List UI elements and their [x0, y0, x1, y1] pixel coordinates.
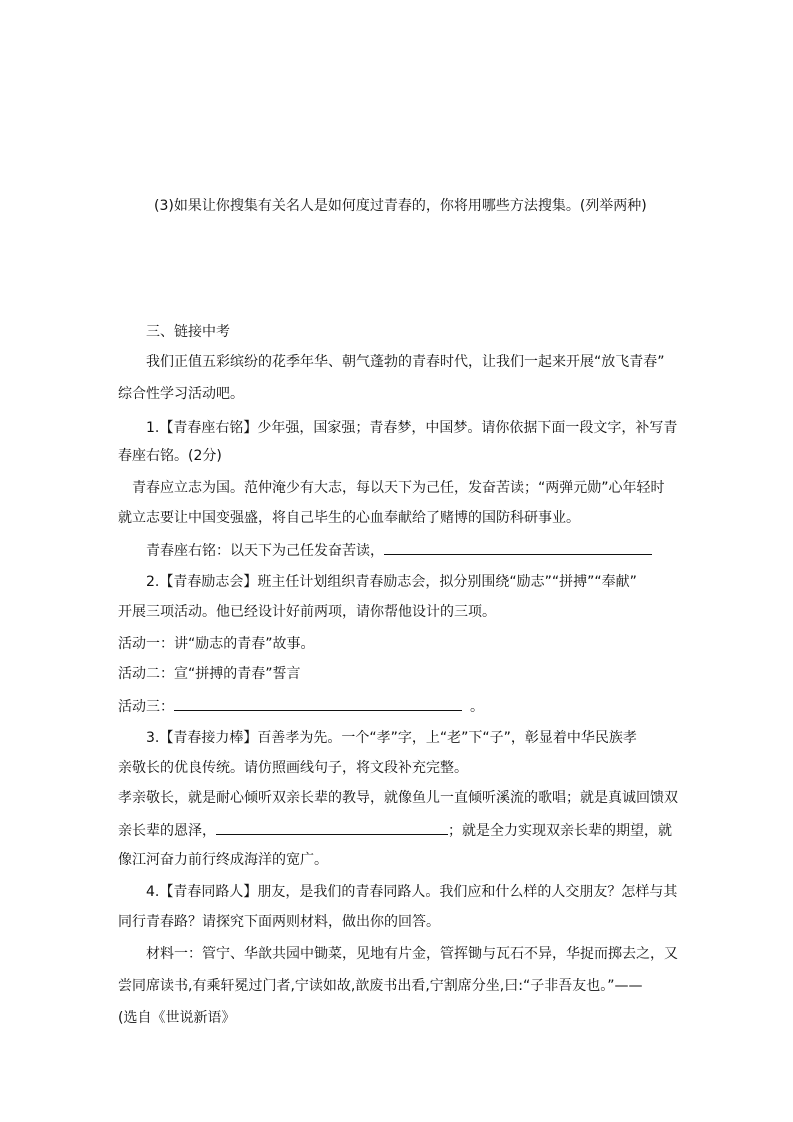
motto-prefix: 青春座右铭：以天下为己任发奋苦读，	[146, 543, 384, 559]
motto-line	[146, 540, 652, 560]
item1-passage-2: 就立志要让中国变强盛，将自己毕生的心血奉献给了赌博的国防科研事业。	[118, 510, 580, 526]
item3-passage-3: 像江河奋力前行终成海洋的宽广。	[118, 852, 328, 868]
item1-line-2: 春座右铭。(2分)	[118, 448, 222, 464]
item1-line-1: 1.【青春座右铭】少年强，国家强；青春梦，中国梦。请你依据下面一段文字，补写青	[146, 420, 678, 436]
question-3: (3)如果让你搜集有关名人是如何度过青春的，你将用哪些方法搜集。(列举两种)	[154, 198, 647, 214]
activity-1: 活动一：讲“励志的青春”故事。	[118, 636, 315, 652]
item3-passage-2	[118, 820, 672, 840]
item2-line-2: 开展三项活动。他已经设计好前两项，请你帮他设计的三项。	[118, 604, 496, 620]
activity-3-prefix: 活动三：	[118, 699, 174, 715]
item3-passage-1: 孝亲敬长，就是耐心倾听双亲长辈的教导，就像鱼儿一直倾听溪流的歌唱；就是真诚回馈双	[118, 790, 678, 806]
item2-line-1: 2.【青春励志会】班主任计划组织青春励志会，拟分别围绕“励志”“拼搏”“奉献”	[146, 574, 637, 590]
item4-line-2: 同行青春路？请探究下面两则材料，做出你的回答。	[118, 914, 440, 930]
item3-line-1: 3.【青春接力棒】百善孝为先。一个“孝”字，上“老”下“子”，彰显着中华民族孝	[146, 730, 637, 746]
item3-passage-2-suffix: ；就是全力实现双亲长辈的期望，就	[448, 823, 672, 839]
intro-line-2: 综合性学习活动吧。	[118, 386, 244, 402]
activity-3-line	[118, 696, 484, 716]
material-1-line-2: 尝同席读书,有乘轩冕过门者,宁读如故,歆废书出看,宁割席分坐,曰:“子非吾友也。”——	[118, 978, 643, 994]
activity-2: 活动二：宣“拼搏的青春”誓言	[118, 666, 301, 682]
item3-answer-blank[interactable]	[216, 820, 448, 835]
activity-3-answer-blank[interactable]	[174, 696, 462, 711]
item4-line-1: 4.【青春同路人】朋友，是我们的青春同路人。我们应和什么样的人交朋友？怎样与其	[146, 884, 678, 900]
section-heading: 三、链接中考	[146, 324, 230, 340]
intro-line-1: 我们正值五彩缤纷的花季年华、朝气蓬勃的青春时代，让我们一起来开展“放飞青春”	[146, 354, 665, 370]
item3-passage-2-prefix: 亲长辈的恩泽，	[118, 823, 216, 839]
item3-line-2: 亲敬长的优良传统。请仿照画线句子，将文段补充完整。	[118, 760, 468, 776]
motto-answer-blank[interactable]	[384, 540, 652, 555]
material-1-line-1: 材料一：管宁、华歆共园中锄菜，见地有片金，管挥锄与瓦石不异，华捉而掷去之，又	[146, 946, 678, 962]
item1-passage-1: 青春应立志为国。范仲淹少有大志，每以天下为己任，发奋苦读；“两弹元勋”心年轻时	[132, 480, 665, 496]
activity-3-suffix: 。	[470, 699, 484, 715]
material-1-line-3: (选自《世说新语》	[118, 1010, 236, 1026]
